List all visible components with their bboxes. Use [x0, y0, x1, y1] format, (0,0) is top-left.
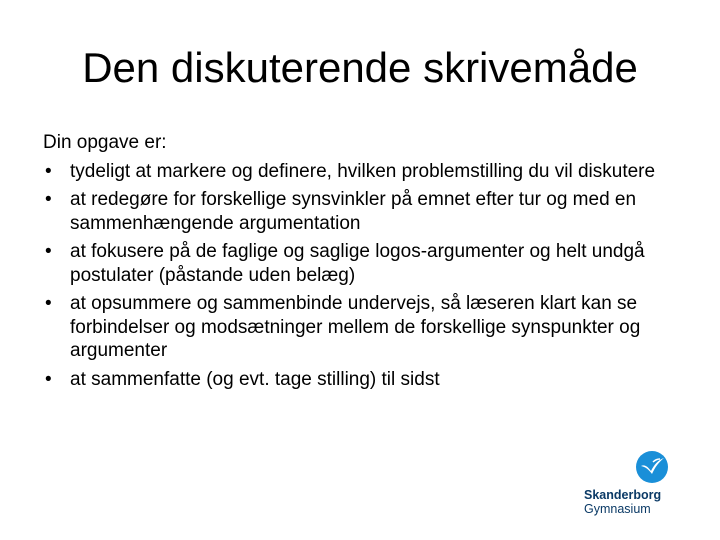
logo-name: Skanderborg — [584, 488, 662, 502]
bullet-marker: • — [45, 189, 52, 210]
bullet-list — [43, 160, 703, 392]
slide-content — [43, 131, 703, 396]
bullet-item-2 — [43, 188, 703, 235]
bullet-marker: • — [45, 368, 52, 390]
bullet-marker: • — [45, 293, 52, 314]
bird-in-circle-icon — [635, 450, 669, 484]
slide-title: Den diskuterende skrivemåde — [82, 44, 638, 91]
bullet-text: at redegøre for forskellige synsvinkler på emnet efter tur og med en sammenhængende argumentation — [70, 189, 637, 234]
bullet-marker: • — [45, 241, 52, 262]
intro-text: Din opgave er: — [43, 132, 167, 153]
bullet-item-4 — [43, 292, 703, 363]
bullet-text: tydeligt at markere og definere, hvilken problemstilling du vil diskutere — [70, 160, 656, 182]
bullet-text: at opsummere og sammenbinde undervejs, så læseren klart kan se forbindelser og modsætninger mellem de forskellige synspunkter og argumenter — [70, 293, 641, 361]
bullet-text: at sammenfatte (og evt. tage stilling) til sidst — [70, 368, 440, 390]
bullet-item-5 — [43, 368, 703, 392]
bullet-text: at fokusere på de faglige og saglige logos-argumenter og helt undgå postulater (påstande uden belæg) — [70, 241, 645, 286]
bullet-item-3 — [43, 240, 703, 287]
bullet-marker: • — [45, 160, 52, 182]
bullet-item-1 — [43, 160, 703, 184]
logo-subtitle: Gymnasium — [584, 502, 651, 516]
school-logo — [580, 450, 690, 520]
